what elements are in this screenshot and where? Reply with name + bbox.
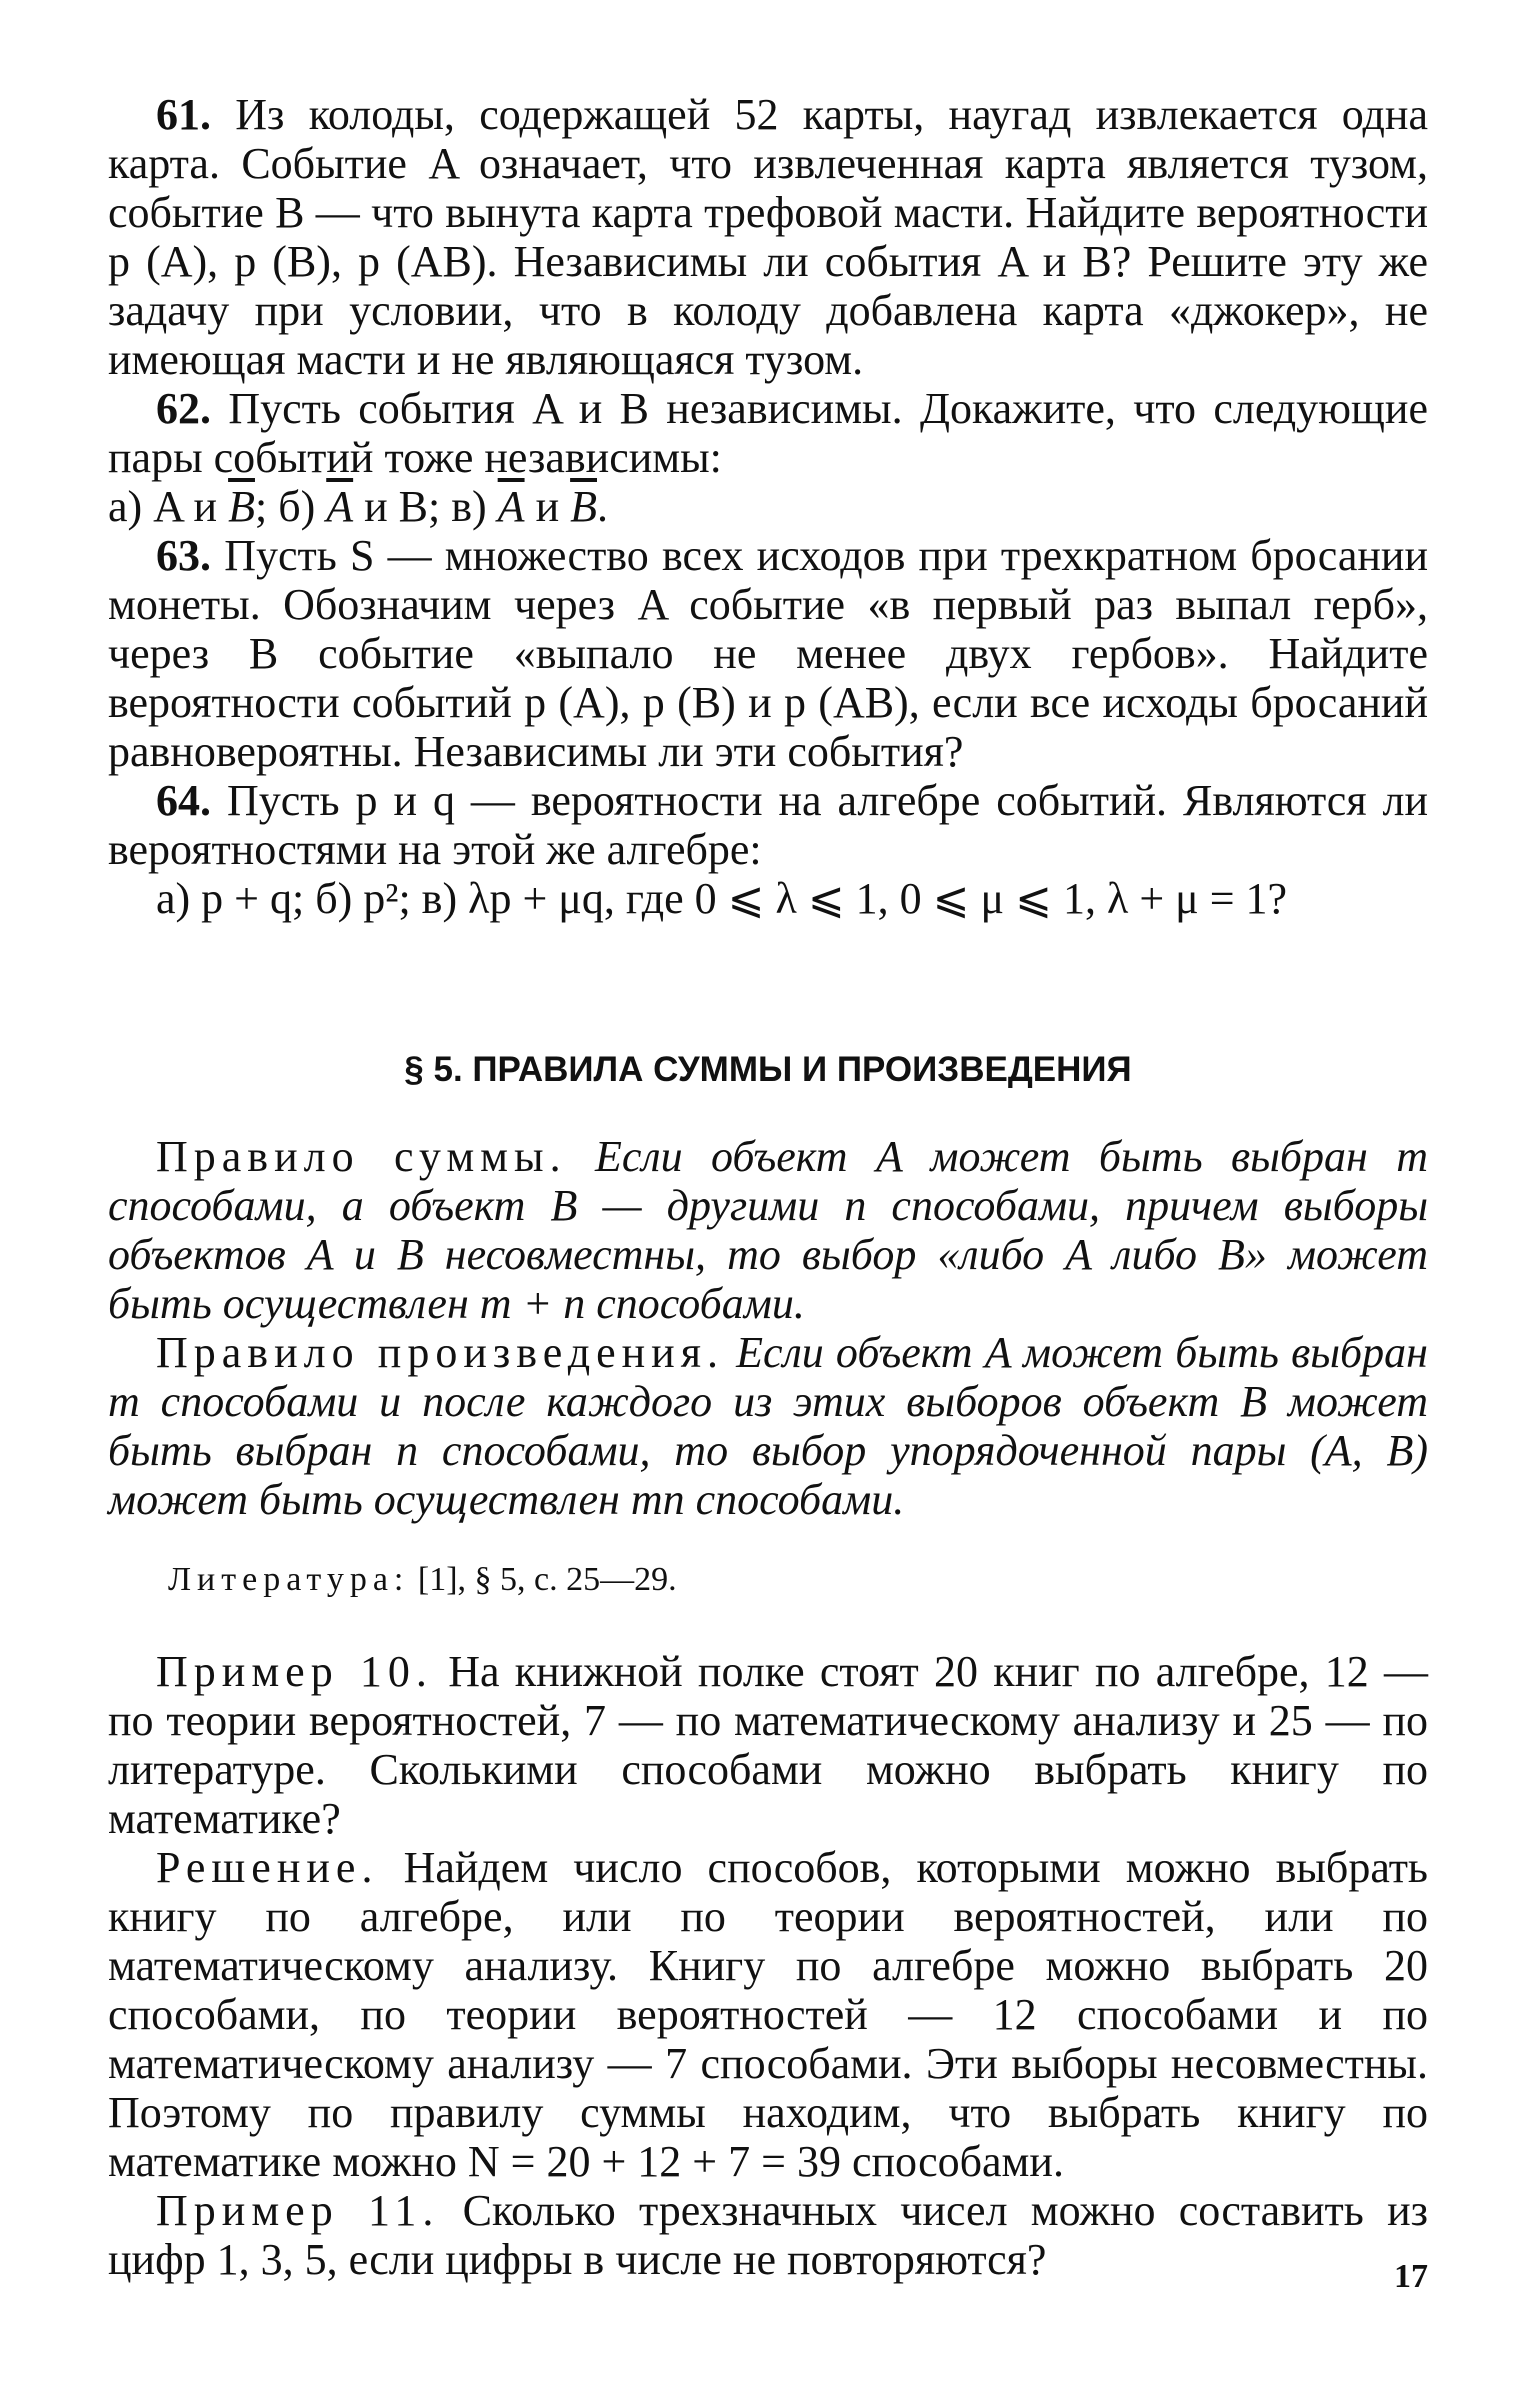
problem-63 — [108, 531, 1428, 776]
solution — [108, 1843, 1428, 2186]
problem-number: 61. — [156, 90, 211, 139]
problem-text: Пусть события A и B независимы. Докажите, что следующие пары событий тоже независимы: — [108, 384, 1428, 482]
section-title: § 5. ПРАВИЛА СУММЫ И ПРОИЗВЕДЕНИЯ — [404, 1050, 1132, 1089]
rule-sum — [108, 1132, 1428, 1328]
problem-text: Пусть p и q — вероятности на алгебре событий. Являются ли вероятностями на этой же алгебре: — [108, 776, 1429, 874]
rule-text: Если объект A может быть выбран m способами, а объект B — другими n способами, причем выборы объектов A и B несовместны, то выбор «либо A либо B» может быть осуществлен m + n способами. — [108, 1132, 1429, 1328]
problem-number: 63. — [156, 531, 211, 580]
problem-61 — [108, 90, 1428, 384]
rule-text: Если объект A может быть выбран m способами и после каждого из этих выборов объект B может быть выбран n способами, то выбор упорядоченной пары (A, B) может быть осуществлен mn способами. — [108, 1328, 1428, 1524]
literature-reference: Литература: [1], § 5, с. 25—29. — [168, 1561, 677, 1598]
problem-62-parts: а) A и $\overline{B}$; б) $\overline{A}$ и B; в) $\overline{A}$ и $\overline{B}$. — [108, 482, 608, 531]
rule-label: Правило суммы. — [156, 1132, 567, 1181]
problem-number: 62. — [156, 384, 211, 433]
example-text: На книжной полке стоят 20 книг по алгебре, 12 — по теории вероятностей, 7 — по математическому анализу и 25 — по литературе. Сколькими способами можно выбрать книгу по математике? — [108, 1647, 1428, 1843]
solution-text: Найдем число способов, которыми можно выбрать книгу по алгебре, или по теории вероятностей, или по математическому анализу. Книгу по алгебре можно выбрать 20 способами, по теории вероятностей — 12 способами и по математическому анализу — 7 способами. Эти выборы несовместны. Поэтому по правилу суммы находим, что выбрать книгу по математике можно N = 20 + 12 + 7 = 39 способами. — [108, 1843, 1429, 2186]
example-11 — [108, 2186, 1428, 2284]
problem-64 — [108, 776, 1428, 923]
example-text: Сколько трехзначных чисел можно составить из цифр 1, 3, 5, если цифры в числе не повторяются? — [108, 2186, 1429, 2284]
rule-product — [108, 1328, 1428, 1524]
solution-label: Решение. — [156, 1843, 379, 1892]
example-10 — [108, 1647, 1428, 1843]
page-number: 17 — [1394, 2258, 1428, 2295]
problem-62 — [108, 384, 1428, 531]
rule-label: Правило произведения. — [156, 1328, 724, 1377]
problem-text: Из колоды, содержащей 52 карты, наугад извлекается одна карта. Событие A означает, что извлеченная карта является тузом, событие B — что вынута карта трефовой масти. Найдите вероятности p (A), p (B), p (AB). Независимы ли события A и B? Решите эту же задачу при условии, что в колоду добавлена карта «джокер», не имеющая масти и не являющаяся тузом. — [108, 90, 1428, 384]
example-label: Пример 10. — [156, 1647, 433, 1696]
example-label: Пример 11. — [156, 2186, 440, 2235]
problem-text: Пусть S — множество всех исходов при трехкратном бросании монеты. Обозначим через A событие «в первый раз выпал герб», через B событие «выпало не менее двух гербов». Найдите вероятности событий p (A), p (B) и p (AB), если все исходы бросаний равновероятны. Независимы ли эти события? — [108, 531, 1428, 776]
problem-number: 64. — [156, 776, 211, 825]
problem-64-options: а) p + q; б) p²; в) λp + μq, где 0 ⩽ λ ⩽ 1, 0 ⩽ μ ⩽ 1, λ + μ = 1? — [156, 874, 1288, 923]
